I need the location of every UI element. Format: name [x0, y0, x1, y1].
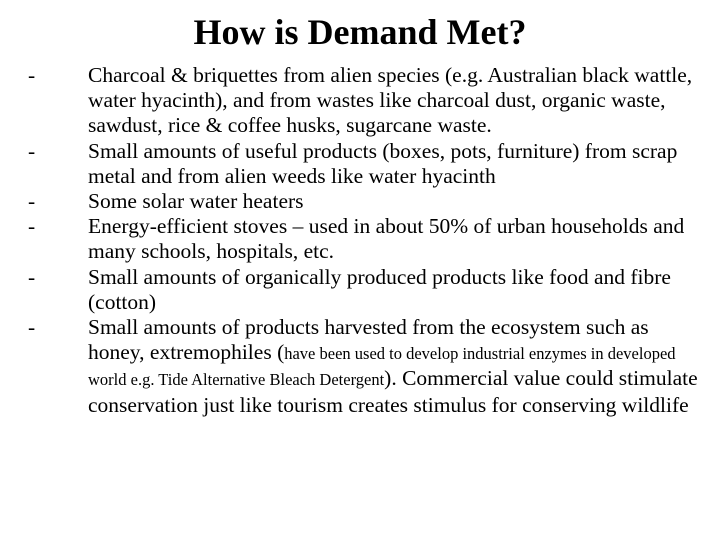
bullet-text: Small amounts of useful products (boxes, pots, furniture) from scrap metal and from alien weeds like water hyacinth: [88, 138, 678, 188]
bullet-text: Energy-efficient stoves – used in about 50% of urban households and many schools, hospitals, etc.: [88, 214, 685, 264]
bullet-item-organic-products: [28, 265, 698, 315]
bullet-text-small: have been used to develop industrial enzymes in developed world e.g. Tide Alternative Bleach Detergent: [88, 344, 676, 390]
bullet-marker: -: [28, 214, 36, 239]
bullet-marker: -: [28, 315, 36, 340]
bullet-item-scrap-products: [28, 139, 698, 189]
bullet-item-charcoal: [28, 63, 698, 139]
bullet-list: [28, 63, 698, 418]
slide-title: How is Demand Met?: [193, 12, 527, 52]
bullet-marker: -: [28, 138, 36, 163]
bullet-text: Small amounts of organically produced products like food and fibre (cotton): [88, 264, 671, 314]
bullet-marker: -: [28, 189, 36, 214]
bullet-item-solar-heaters: [28, 189, 698, 214]
bullet-text-end: ). Commercial value could stimulate conservation just like tourism creates stimulus for conserving wildlife: [88, 366, 698, 417]
bullet-marker: -: [28, 264, 36, 289]
bullet-text-start: Small amounts of products harvested from the ecosystem such as honey, extremophiles (: [88, 315, 649, 365]
bullet-item-stoves: [28, 214, 698, 264]
bullet-text: Some solar water heaters: [88, 189, 304, 214]
bullet-marker: -: [28, 63, 36, 87]
bullet-item-ecosystem-products: [28, 315, 698, 418]
bullet-text: Charcoal & briquettes from alien species (e.g. Australian black wattle, water hyacinth), and from wastes like charcoal dust, organic waste, sawdust, rice & coffee husks, sugarcane waste.: [88, 63, 693, 138]
